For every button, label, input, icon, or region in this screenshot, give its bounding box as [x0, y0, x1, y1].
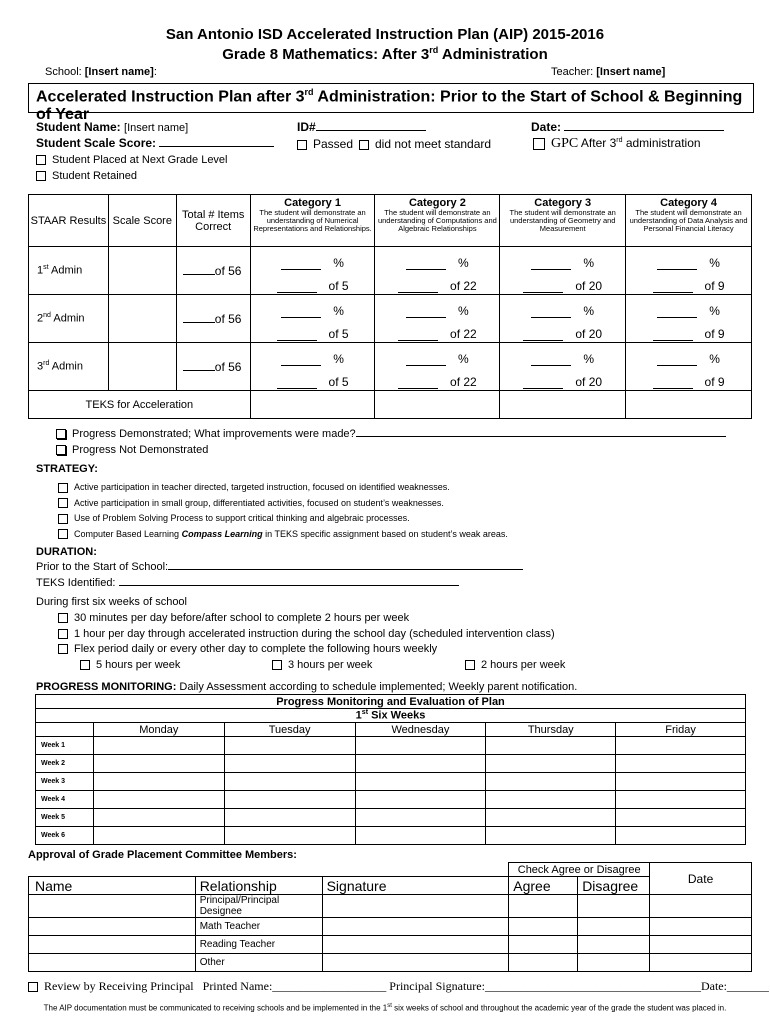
category-score-cell[interactable]: of 20 — [500, 319, 626, 343]
day-cell[interactable] — [616, 827, 746, 845]
name-cell[interactable] — [29, 895, 196, 918]
strategy-item[interactable]: Use of Problem Solving Process to support critical thinking and algebraic processes. — [58, 511, 508, 527]
review-line[interactable]: Review by Receiving Principal Printed Name:___________________ Principal Signature:____________________________________Date:_______ — [28, 979, 769, 994]
day-cell[interactable] — [486, 737, 616, 755]
category-3-header: Category 3 The student will demonstrate an understanding of Geometry and Measurement — [500, 195, 626, 247]
relationship-cell: Other — [195, 954, 322, 972]
day-cell[interactable] — [355, 773, 486, 791]
approval-row — [29, 895, 752, 918]
agree-cell[interactable] — [509, 936, 578, 954]
admin-row — [29, 247, 752, 271]
category-percent-cell[interactable]: % — [375, 295, 500, 319]
disagree-cell[interactable] — [578, 918, 650, 936]
total-items-cell[interactable]: of 56 — [176, 343, 250, 391]
document-title: San Antonio ISD Accelerated Instruction Plan (AIP) 2015-2016 — [165, 26, 605, 43]
teacher-field[interactable]: Teacher: [Insert name] — [551, 66, 666, 78]
passed-checkbox[interactable]: Passed — [297, 137, 353, 151]
day-cell[interactable] — [93, 809, 224, 827]
name-header: Name — [29, 877, 196, 895]
date-header: Date — [650, 863, 752, 895]
staar-results-header: STAAR Results — [29, 195, 109, 247]
approval-row — [29, 918, 752, 936]
checkbox-icon — [58, 629, 68, 639]
duration-options — [58, 611, 555, 658]
checkbox-icon — [465, 660, 475, 670]
checkbox-icon — [28, 982, 38, 992]
week-row — [36, 773, 746, 791]
name-cell[interactable] — [29, 918, 196, 936]
category-percent-cell[interactable]: % — [250, 247, 375, 271]
week-label: Week 2 — [36, 755, 94, 773]
admin-label: 2nd Admin — [29, 295, 109, 343]
week-row — [36, 755, 746, 773]
signature-cell[interactable] — [322, 936, 509, 954]
day-header: Tuesday — [224, 723, 355, 737]
category-percent-cell[interactable]: % — [626, 247, 752, 271]
day-cell[interactable] — [486, 755, 616, 773]
total-items-cell[interactable]: of 56 — [176, 295, 250, 343]
day-cell[interactable] — [224, 827, 355, 845]
admin-row — [29, 343, 752, 367]
strategy-list — [58, 480, 508, 542]
week-label: Week 4 — [36, 791, 94, 809]
disagree-header: Disagree — [578, 877, 650, 895]
approval-table — [28, 862, 752, 972]
checkbox-icon — [36, 171, 46, 181]
day-cell[interactable] — [355, 809, 486, 827]
category-score-cell[interactable]: of 9 — [626, 271, 752, 295]
plan-banner: Accelerated Instruction Plan after 3rd Administration: Prior to the Start of School & Beginning of Year — [28, 83, 754, 113]
date-field[interactable]: Date: — [531, 120, 724, 134]
teks-cell[interactable] — [500, 391, 626, 419]
approval-row — [29, 936, 752, 954]
admin-label: 1st Admin — [29, 247, 109, 295]
admin-row — [29, 295, 752, 319]
week-label: Week 6 — [36, 827, 94, 845]
day-cell[interactable] — [93, 737, 224, 755]
date-cell[interactable] — [650, 954, 752, 972]
week-label: Week 3 — [36, 773, 94, 791]
check-header: Check Agree or Disagree — [509, 863, 650, 877]
day-header: Friday — [616, 723, 746, 737]
teks-acceleration-label: TEKS for Acceleration — [29, 391, 251, 419]
agree-header: Agree — [509, 877, 578, 895]
day-cell[interactable] — [224, 755, 355, 773]
day-cell[interactable] — [486, 773, 616, 791]
not-met-checkbox[interactable]: did not meet standard — [359, 137, 491, 151]
progress-demonstrated-checkbox[interactable]: Progress Demonstrated; What improvements were made? — [56, 428, 726, 440]
retained-checkbox[interactable]: Student Retained — [36, 170, 137, 182]
scale-score-cell[interactable] — [108, 343, 176, 391]
scale-score-header: Scale Score — [108, 195, 176, 247]
teks-cell[interactable] — [250, 391, 375, 419]
category-percent-cell[interactable]: % — [375, 343, 500, 367]
date-cell[interactable] — [650, 936, 752, 954]
duration-option[interactable]: 30 minutes per day before/after school to complete 2 hours per week — [58, 611, 555, 627]
monitoring-table-title: Progress Monitoring and Evaluation of Plan — [36, 695, 746, 709]
day-cell[interactable] — [355, 827, 486, 845]
day-cell[interactable] — [616, 773, 746, 791]
scale-score-cell[interactable] — [108, 247, 176, 295]
category-percent-cell[interactable]: % — [375, 247, 500, 271]
day-cell[interactable] — [224, 809, 355, 827]
category-score-cell[interactable]: of 5 — [250, 271, 375, 295]
category-percent-cell[interactable]: % — [500, 343, 626, 367]
day-cell[interactable] — [616, 737, 746, 755]
week-row — [36, 791, 746, 809]
total-items-cell[interactable]: of 56 — [176, 247, 250, 295]
scale-score-cell[interactable] — [108, 295, 176, 343]
scale-score-field[interactable]: Student Scale Score: — [36, 136, 274, 150]
signature-header: Signature — [322, 877, 509, 895]
week-row — [36, 809, 746, 827]
category-percent-cell[interactable]: % — [500, 295, 626, 319]
category-score-cell[interactable]: of 20 — [500, 367, 626, 391]
category-score-cell[interactable]: of 22 — [375, 271, 500, 295]
checkbox-icon — [272, 660, 282, 670]
category-score-cell[interactable]: of 9 — [626, 319, 752, 343]
signature-cell[interactable] — [322, 954, 509, 972]
category-percent-cell[interactable]: % — [626, 343, 752, 367]
gpc-checkbox[interactable]: GPC After 3rd administration — [533, 136, 701, 152]
day-cell[interactable] — [486, 791, 616, 809]
checkbox-icon — [58, 483, 68, 493]
approval-row — [29, 954, 752, 972]
checkbox-icon — [58, 498, 68, 508]
document-subtitle: Grade 8 Mathematics: After 3rd Administration — [222, 45, 548, 63]
day-cell[interactable] — [93, 755, 224, 773]
day-cell[interactable] — [486, 809, 616, 827]
checkbox-icon — [297, 140, 307, 150]
checkbox-icon — [56, 445, 66, 455]
category-score-cell[interactable]: of 22 — [375, 367, 500, 391]
school-field[interactable]: School: [Insert name]: — [45, 66, 157, 78]
category-percent-cell[interactable]: % — [250, 343, 375, 367]
agree-cell[interactable] — [509, 954, 578, 972]
corner-cell — [36, 723, 94, 737]
day-cell[interactable] — [486, 827, 616, 845]
day-cell[interactable] — [616, 755, 746, 773]
week-row — [36, 737, 746, 755]
relationship-cell: Reading Teacher — [195, 936, 322, 954]
week-row — [36, 827, 746, 845]
relationship-header: Relationship — [195, 877, 322, 895]
signature-cell[interactable] — [322, 895, 509, 918]
disagree-cell[interactable] — [578, 936, 650, 954]
category-score-cell[interactable]: of 9 — [626, 367, 752, 391]
day-cell[interactable] — [93, 827, 224, 845]
checkbox-icon — [533, 138, 545, 150]
checkbox-icon — [58, 529, 68, 539]
day-cell[interactable] — [93, 773, 224, 791]
checkbox-icon — [58, 514, 68, 524]
category-4-header: Category 4 The student will demonstrate an understanding of Data Analysis and Personal Financial Literacy — [626, 195, 752, 247]
day-cell[interactable] — [224, 773, 355, 791]
disagree-cell[interactable] — [578, 895, 650, 918]
relationship-cell: Math Teacher — [195, 918, 322, 936]
placed-checkbox[interactable]: Student Placed at Next Grade Level — [36, 154, 228, 166]
date-cell[interactable] — [650, 895, 752, 918]
approval-heading: Approval of Grade Placement Committee Members: — [28, 849, 297, 861]
category-score-cell[interactable]: of 20 — [500, 271, 626, 295]
category-score-cell[interactable]: of 5 — [250, 367, 375, 391]
day-cell[interactable] — [616, 791, 746, 809]
teks-identified-field[interactable]: TEKS Identified: — [36, 577, 459, 589]
strategy-heading: STRATEGY: — [36, 463, 98, 475]
strategy-item[interactable]: Computer Based Learning Compass Learning in TEKS specific assignment based on student’s weak areas. — [58, 527, 508, 543]
student-name-field[interactable]: Student Name: [Insert name] — [36, 120, 189, 134]
date-cell[interactable] — [650, 918, 752, 936]
day-header: Monday — [93, 723, 224, 737]
two-hours-option[interactable]: 2 hours per week — [465, 659, 565, 671]
day-header: Thursday — [486, 723, 616, 737]
duration-option[interactable]: Flex period daily or every other day to complete the following hours weekly — [58, 642, 555, 658]
category-percent-cell[interactable]: % — [500, 247, 626, 271]
duration-option[interactable]: 1 hour per day through accelerated instruction during the school day (scheduled intervention class) — [58, 627, 555, 643]
day-cell[interactable] — [616, 809, 746, 827]
checkbox-icon — [58, 613, 68, 623]
day-cell[interactable] — [224, 791, 355, 809]
progress-not-demonstrated-checkbox[interactable]: Progress Not Demonstrated — [56, 444, 208, 456]
day-cell[interactable] — [355, 755, 486, 773]
prior-start-field[interactable]: Prior to the Start of School: — [36, 561, 523, 573]
category-score-cell[interactable]: of 22 — [375, 319, 500, 343]
day-cell[interactable] — [93, 791, 224, 809]
progress-monitoring-line: PROGRESS MONITORING: Daily Assessment according to schedule implemented; Weekly parent notification. — [36, 681, 578, 693]
admin-label: 3rd Admin — [29, 343, 109, 391]
checkbox-icon — [80, 660, 90, 670]
day-cell[interactable] — [224, 737, 355, 755]
day-cell[interactable] — [355, 737, 486, 755]
monitoring-table — [35, 694, 746, 845]
name-cell[interactable] — [29, 936, 196, 954]
name-cell[interactable] — [29, 954, 196, 972]
teks-cell[interactable] — [375, 391, 500, 419]
day-header: Wednesday — [355, 723, 486, 737]
five-hours-option[interactable]: 5 hours per week — [80, 659, 180, 671]
six-weeks-label: 1st Six Weeks — [36, 709, 746, 723]
total-items-header: Total # Items Correct — [176, 195, 250, 247]
checkbox-icon — [56, 429, 66, 439]
duration-heading: DURATION: — [36, 546, 97, 558]
blank-cell — [29, 863, 509, 877]
week-label: Week 5 — [36, 809, 94, 827]
relationship-cell: Principal/Principal Designee — [195, 895, 322, 918]
student-id-field[interactable]: ID# — [297, 120, 426, 134]
agree-cell[interactable] — [509, 918, 578, 936]
footer-note: The AIP documentation must be communicated to receiving schools and be implemented in the 1st six weeks of school and throughout the academic year of the grade the student was placed in. — [43, 1003, 727, 1013]
checkbox-icon — [58, 644, 68, 654]
staar-results-table — [28, 194, 752, 419]
disagree-cell[interactable] — [578, 954, 650, 972]
strategy-item[interactable]: Active participation in teacher directed, targeted instruction, focused on identified weaknesses. — [58, 480, 508, 496]
day-cell[interactable] — [355, 791, 486, 809]
category-percent-cell[interactable]: % — [626, 295, 752, 319]
category-2-header: Category 2 The student will demonstrate an understanding of Computations and Algebraic Relationships — [375, 195, 500, 247]
week-label: Week 1 — [36, 737, 94, 755]
category-score-cell[interactable]: of 5 — [250, 319, 375, 343]
three-hours-option[interactable]: 3 hours per week — [272, 659, 372, 671]
checkbox-icon — [359, 140, 369, 150]
teks-cell[interactable] — [626, 391, 752, 419]
first-six-weeks-label: During first six weeks of school — [36, 596, 187, 608]
strategy-item[interactable]: Active participation in small group, differentiated activities, focused on student’s weaknesses. — [58, 496, 508, 512]
agree-cell[interactable] — [509, 895, 578, 918]
checkbox-icon — [36, 155, 46, 165]
signature-cell[interactable] — [322, 918, 509, 936]
category-1-header: Category 1 The student will demonstrate an understanding of Numerical Representations and Relationships. — [250, 195, 375, 247]
category-percent-cell[interactable]: % — [250, 295, 375, 319]
